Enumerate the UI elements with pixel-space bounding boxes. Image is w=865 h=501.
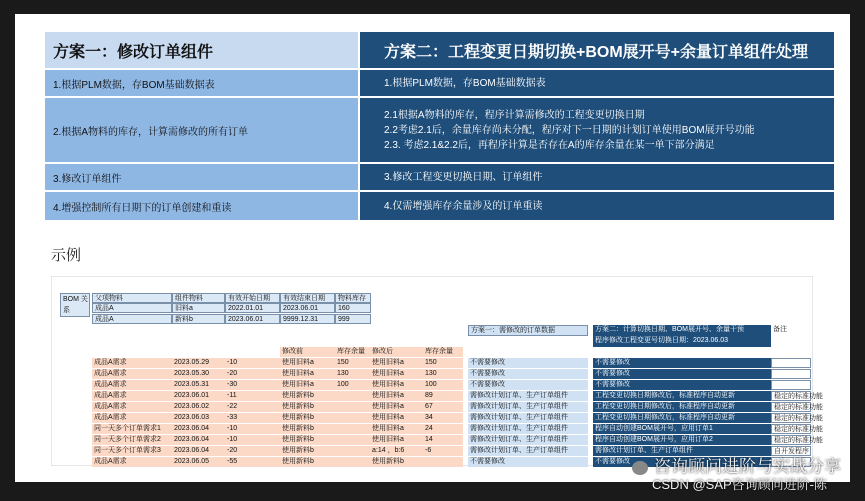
plan-cell: 使用新料b [280, 402, 335, 412]
plan-cell: -30 [225, 380, 280, 390]
bom-header: 物料库存 [335, 293, 371, 303]
bom-cell: 旧料a [172, 303, 225, 313]
plan-cell: -20 [225, 446, 280, 456]
watermark-csdn: CSDN @SAP咨询顾问进阶-陈 [652, 477, 827, 492]
plan-cell [335, 446, 370, 456]
wechat-icon [632, 461, 648, 475]
note-cell: 稳定的标准功能 [771, 402, 811, 412]
note-cell [771, 380, 811, 390]
plan-cell: 150 [423, 358, 463, 368]
plan-cell: 100 [423, 380, 463, 390]
plan1-title: 方案一：修改订单组件 [45, 32, 358, 68]
note-cell: 稳定的标准功能 [771, 391, 811, 401]
plan2-cell: 需修改计划订单、生产订单组件 [593, 446, 771, 456]
plan-cell: -10 [225, 358, 280, 368]
plan-cell: 使用旧料a [280, 358, 335, 368]
plan1-cell: 需修改计划订单、生产订单组件 [468, 435, 588, 445]
plan2-step: 3.修改工程变更切换日期、订单组件 [360, 164, 834, 190]
plan-cell [335, 402, 370, 412]
plan-cell: 使用旧料a [370, 402, 423, 412]
plan1-cell: 需修改计划订单、生产订单组件 [468, 402, 588, 412]
plan1-cell: 不需要修改 [468, 457, 588, 467]
bom-cell: 成品A [92, 303, 172, 313]
plan-cell: 使用旧料a [370, 413, 423, 423]
plan-cell [335, 435, 370, 445]
plan2-cell: 不需要修改 [593, 358, 771, 368]
plan-cell: 同一天多个订单需求3 [92, 446, 172, 456]
plan-cell: -10 [225, 424, 280, 434]
plan1-cell: 需修改计划订单、生产订单组件 [468, 446, 588, 456]
plan-cell: -55 [225, 457, 280, 467]
plan1-step: 4.增强控制所有日期下的订单创建和重读 [45, 192, 358, 220]
plan-cell: 2023.06.04 [172, 424, 225, 434]
plan-cell: 2023.06.04 [172, 446, 225, 456]
plan-cell: 34 [423, 413, 463, 423]
plan-cell: 130 [423, 369, 463, 379]
plan-cell: 2023.06.01 [172, 391, 225, 401]
plan-cell: 使用新料b [280, 457, 335, 467]
bom-header: 组件物料 [172, 293, 225, 303]
plan-cell: 使用新料b [280, 391, 335, 401]
plan1-step: 1.根据PLM数据，存BOM基础数据表 [45, 70, 358, 96]
plan-cell: -11 [225, 391, 280, 401]
plan-cell [335, 424, 370, 434]
plan2-cell: 不需要修改 [593, 369, 771, 379]
plan2-cell: 工程变更切换日期修改后，标准程序自动更新 [593, 402, 771, 412]
bom-header: 父项物料 [92, 293, 172, 303]
plan2-cell: 工程变更切换日期修改后，标准程序自动更新 [593, 391, 771, 401]
plan-cell: 使用新料b [280, 424, 335, 434]
plan-cell [335, 413, 370, 423]
plan-cell: 使用旧料a [370, 424, 423, 434]
plan-cell: -10 [225, 435, 280, 445]
plan-cell: 2023.05.30 [172, 369, 225, 379]
plan1-cell: 需修改计划订单、生产订单组件 [468, 391, 588, 401]
plan-cell: 24 [423, 424, 463, 434]
plan2-cell: 工程变更切换日期修改后，标准程序自动更新 [593, 413, 771, 423]
plan-cell: 成品A需求 [92, 413, 172, 423]
plan-cell: 同一天多个订单需求1 [92, 424, 172, 434]
plan-cell: -6 [423, 446, 463, 456]
plan-cell: 67 [423, 402, 463, 412]
note-cell: 稳定的标准功能 [771, 424, 811, 434]
bom-header: 有效开始日期 [225, 293, 280, 303]
bom-label: BOM 关系 [60, 293, 90, 317]
bom-header: 有效结束日期 [280, 293, 335, 303]
plan1-step: 3.修改订单组件 [45, 164, 358, 190]
plan-cell: -33 [225, 413, 280, 423]
note-cell: 稳定的标准功能 [771, 435, 811, 445]
plan1-cell: 需修改计划订单、生产订单组件 [468, 413, 588, 423]
comparison-table [45, 32, 834, 222]
plan1-step: 2.根据A物料的库存，计算需修改的所有订单 [45, 98, 358, 162]
note-title: 备注 [773, 326, 787, 333]
bom-cell: 成品A [92, 314, 172, 324]
bom-cell: 新料b [172, 314, 225, 324]
note-cell [771, 369, 811, 379]
plan-cell: 成品A需求 [92, 457, 172, 467]
comparison-row [45, 192, 834, 220]
comparison-row [45, 98, 834, 162]
plan-cell: 2023.05.29 [172, 358, 225, 368]
plan-cell: 使用旧料a [370, 380, 423, 390]
plan1-cell: 需修改计划订单、生产订单组件 [468, 424, 588, 434]
plan-cell: 14 [423, 435, 463, 445]
plan2-cell: 不需要修改 [593, 380, 771, 390]
plan2-cell: 程序自动创建BOM展开号，应用订单1 [593, 424, 771, 434]
plan-cell: 成品A需求 [92, 380, 172, 390]
plan-cell: 150 [335, 358, 370, 368]
plan-cell: a:14 ，b:6 [370, 446, 423, 456]
note-cell [771, 358, 811, 368]
plan2-sheet-subtitle: 程序修改工程变更号切换日期：2023.06.03 [593, 336, 771, 347]
plan-cell: 89 [423, 391, 463, 401]
plan2-title: 方案二：工程变更日期切换+BOM展开号+余量订单组件处理 [360, 32, 834, 68]
plan-cell: 成品A需求 [92, 402, 172, 412]
plan-cell [335, 457, 370, 467]
bom-cell: 2023.06.01 [225, 314, 280, 324]
example-title: 示例 [51, 247, 82, 264]
plan-cell: -20 [225, 369, 280, 379]
bom-cell: 2022.01.01 [225, 303, 280, 313]
plan2-cell: 不需要修改 [593, 457, 771, 467]
plan-cell: 2023.06.04 [172, 435, 225, 445]
plan2-step: 1.根据PLM数据，存BOM基础数据表 [360, 70, 834, 96]
plan-cell [335, 391, 370, 401]
plan-cell: 2023.06.02 [172, 402, 225, 412]
plan-cell: 使用新料b [370, 457, 423, 467]
plan-cell: 同一天多个订单需求2 [92, 435, 172, 445]
plan-header: 库存余量 [335, 347, 370, 357]
plan-cell: 2023.05.31 [172, 380, 225, 390]
plan-cell: 成品A需求 [92, 358, 172, 368]
bom-cell: 160 [335, 303, 371, 313]
plan-cell: 成品A需求 [92, 391, 172, 401]
plan-cell: 2023.06.03 [172, 413, 225, 423]
note-cell: 稳定的标准功能 [771, 413, 811, 423]
plan1-cell: 不需要修改 [468, 358, 588, 368]
plan-cell: 100 [335, 380, 370, 390]
bom-cell: 999 [335, 314, 371, 324]
watermark: 咨询顾问进阶与实战分享 [632, 452, 841, 477]
bom-cell: 2023.06.01 [280, 303, 335, 313]
note-cell: 自开发程序 [771, 446, 811, 456]
example-spreadsheet [51, 276, 823, 466]
comparison-row [45, 164, 834, 190]
plan-cell: 使用旧料a [370, 391, 423, 401]
plan1-sheet-title: 方案一：需修改的订单数据 [468, 325, 588, 336]
plan-header: 修改前 [280, 347, 335, 357]
comparison-row [45, 70, 834, 96]
plan-cell: -22 [225, 402, 280, 412]
plan-cell: 使用旧料a [280, 369, 335, 379]
plan2-step: 4.仅需增强库存余量涉及的订单重读 [360, 192, 834, 220]
plan2-sheet-title: 方案二：计算切换日期、BOM展开号、余量干预 [593, 325, 771, 336]
plan-cell [423, 457, 463, 467]
plan-cell: 使用新料b [280, 413, 335, 423]
slide [15, 14, 850, 482]
plan-cell: 使用旧料a [370, 435, 423, 445]
plan1-cell: 不需要修改 [468, 380, 588, 390]
plan-cell: 130 [335, 369, 370, 379]
plan-cell: 使用新料b [280, 446, 335, 456]
plan1-cell: 不需要修改 [468, 369, 588, 379]
plan-cell: 使用新料b [280, 435, 335, 445]
plan-cell: 使用旧料a [280, 380, 335, 390]
plan-cell: 使用旧料a [370, 369, 423, 379]
comparison-header [45, 32, 834, 68]
plan2-step: 2.1根据A物料的库存，程序计算需修改的工程变更切换日期 2.2考虑2.1后，余量库存尚未分配，程序对下一日期的计划订单使用BOM展开号功能 2.3. 考虑2.1&2.2后，再程序计算是否存在A的库存余量在某一单下部分满足 [360, 98, 834, 162]
bom-cell: 9999.12.31 [280, 314, 335, 324]
plan-header: 库存余量 [423, 347, 463, 357]
plan-header: 修改后 [370, 347, 423, 357]
plan2-cell: 程序自动创建BOM展开号，应用订单2 [593, 435, 771, 445]
plan-cell: 2023.06.05 [172, 457, 225, 467]
plan-cell: 成品A需求 [92, 369, 172, 379]
plan-cell: 使用旧料a [370, 358, 423, 368]
